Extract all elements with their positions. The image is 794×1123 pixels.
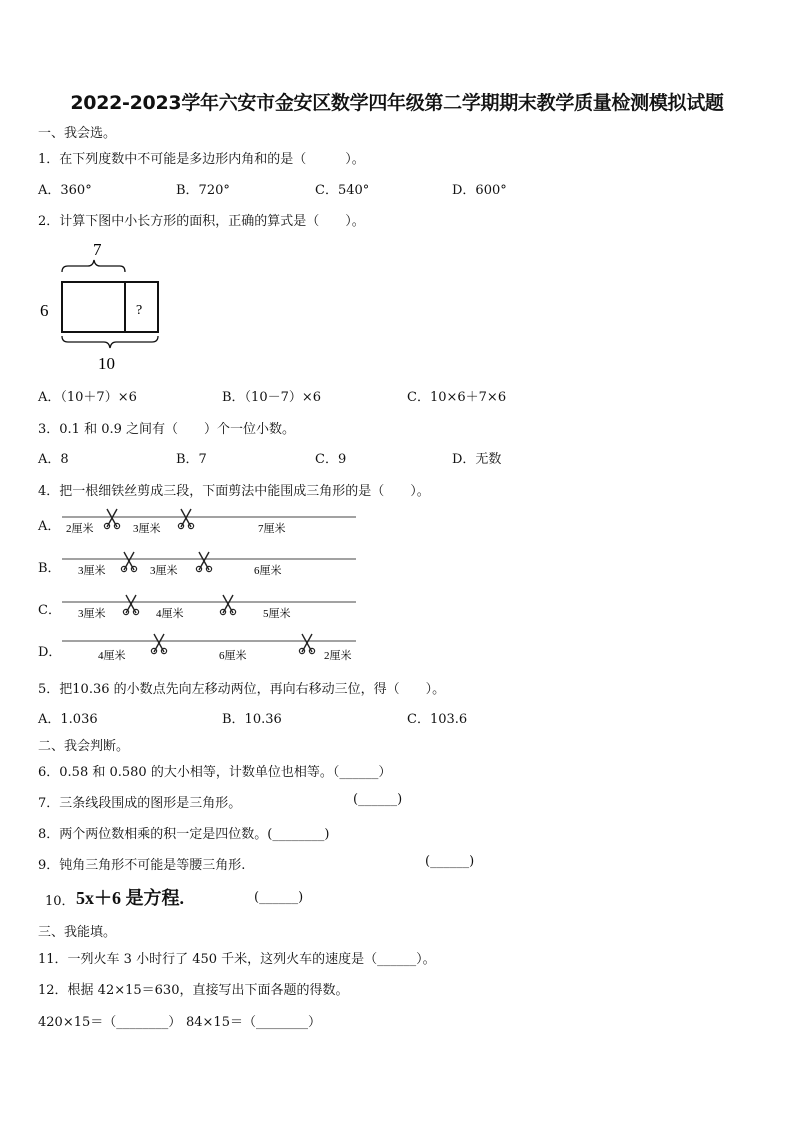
scissors-icon <box>299 634 314 654</box>
q5-option-b: B．10.36 <box>222 712 282 727</box>
rectangle-figure <box>30 236 180 376</box>
q5-option-a: A．1.036 <box>38 712 98 727</box>
segment-label: 6厘米 <box>219 650 247 662</box>
segment-label: 3厘米 <box>78 565 106 577</box>
wire-row-d <box>58 630 360 666</box>
q10-answer-blank: (______) <box>254 890 304 905</box>
question-4: 4．把一根细铁丝剪成三段，下面剪法中能围成三角形的是（ ）。 <box>38 484 430 499</box>
scissors-icon <box>121 552 136 572</box>
question-7: 7．三条线段围成的图形是三角形。 <box>38 796 242 811</box>
segment-label: 4厘米 <box>156 608 184 620</box>
question-10-expression: 5x＋6 是方程. <box>76 888 184 908</box>
q12-item-a: 420×15＝（________） <box>38 1015 182 1030</box>
wire-row-a <box>58 506 360 540</box>
scissors-icon <box>104 509 119 529</box>
wire-row-b <box>58 548 360 582</box>
question-8: 8．两个两位数相乘的积一定是四位数。(________) <box>38 827 330 842</box>
section-3-heading: 三、我能填。 <box>38 925 117 940</box>
page-title: 2022-2023学年六安市金安区数学四年级第二学期期末教学质量检测模拟试题 <box>70 92 724 114</box>
question-12: 12．根据 42×15＝630，直接写出下面各题的得数。 <box>38 983 349 998</box>
label-top-7: 7 <box>93 240 102 259</box>
scissors-icon <box>151 634 166 654</box>
q1-option-c: C．540° <box>315 183 370 198</box>
q1-option-d: D．600° <box>452 183 507 198</box>
scissors-icon <box>220 595 235 615</box>
q9-answer-blank: (______) <box>425 854 475 869</box>
q3-option-c: C．9 <box>315 452 347 467</box>
label-left-6: 6 <box>40 301 49 320</box>
q4-row-c-label: C． <box>38 603 61 618</box>
q2-option-a: A．（10＋7）×6 <box>38 390 137 405</box>
question-5: 5．把10.36 的小数点先向左移动两位，再向右移动三位，得（ ）。 <box>38 682 446 697</box>
q4-row-b-label: B． <box>38 561 61 576</box>
q12-item-b: 84×15＝（________） <box>186 1015 321 1030</box>
q7-answer-blank: (______) <box>353 792 403 807</box>
q3-option-a: A．8 <box>38 452 69 467</box>
segment-label: 7厘米 <box>258 523 286 535</box>
segment-label: 4厘米 <box>98 650 126 662</box>
question-10-number: 10． <box>45 894 75 909</box>
question-1: 1．在下列度数中不可能是多边形内角和的是（ ）。 <box>38 152 365 167</box>
big-rectangle <box>62 282 158 332</box>
segment-label: 3厘米 <box>133 523 161 535</box>
label-bottom-10: 10 <box>98 354 115 373</box>
label-unknown: ? <box>136 303 143 318</box>
q2-option-b: B．（10－7）×6 <box>222 390 322 405</box>
section-1-heading: 一、我会选。 <box>38 126 117 141</box>
question-9: 9．钝角三角形不可能是等腰三角形. <box>38 858 246 873</box>
segment-label: 2厘米 <box>66 523 94 535</box>
q3-option-b: B．7 <box>176 452 207 467</box>
segment-label: 3厘米 <box>150 565 178 577</box>
q1-option-a: A．360° <box>38 183 92 198</box>
q3-option-d: D．无数 <box>452 452 502 467</box>
question-3: 3．0.1 和 0.9 之间有（ ）个一位小数。 <box>38 422 296 437</box>
top-brace <box>62 260 125 272</box>
question-11: 11．一列火车 3 小时行了 450 千米，这列火车的速度是（______）。 <box>38 952 436 967</box>
segment-label: 2厘米 <box>324 650 352 662</box>
q4-row-a-label: A． <box>38 519 61 534</box>
wire-row-c <box>58 591 360 625</box>
segment-label: 5厘米 <box>263 608 291 620</box>
question-6: 6．0.58 和 0.580 的大小相等，计数单位也相等。（______） <box>38 765 392 780</box>
scissors-icon <box>123 595 138 615</box>
question-2: 2．计算下图中小长方形的面积，正确的算式是（ ）。 <box>38 214 365 229</box>
q4-row-d-label: D． <box>38 645 62 660</box>
q5-option-c: C．103.6 <box>407 712 468 727</box>
q2-option-c: C．10×6＋7×6 <box>407 390 507 405</box>
segment-label: 3厘米 <box>78 608 106 620</box>
q1-option-b: B．720° <box>176 183 230 198</box>
segment-label: 6厘米 <box>254 565 282 577</box>
scissors-icon <box>178 509 193 529</box>
scissors-icon <box>196 552 211 572</box>
section-2-heading: 二、我会判断。 <box>38 739 130 754</box>
bottom-brace <box>62 336 158 348</box>
